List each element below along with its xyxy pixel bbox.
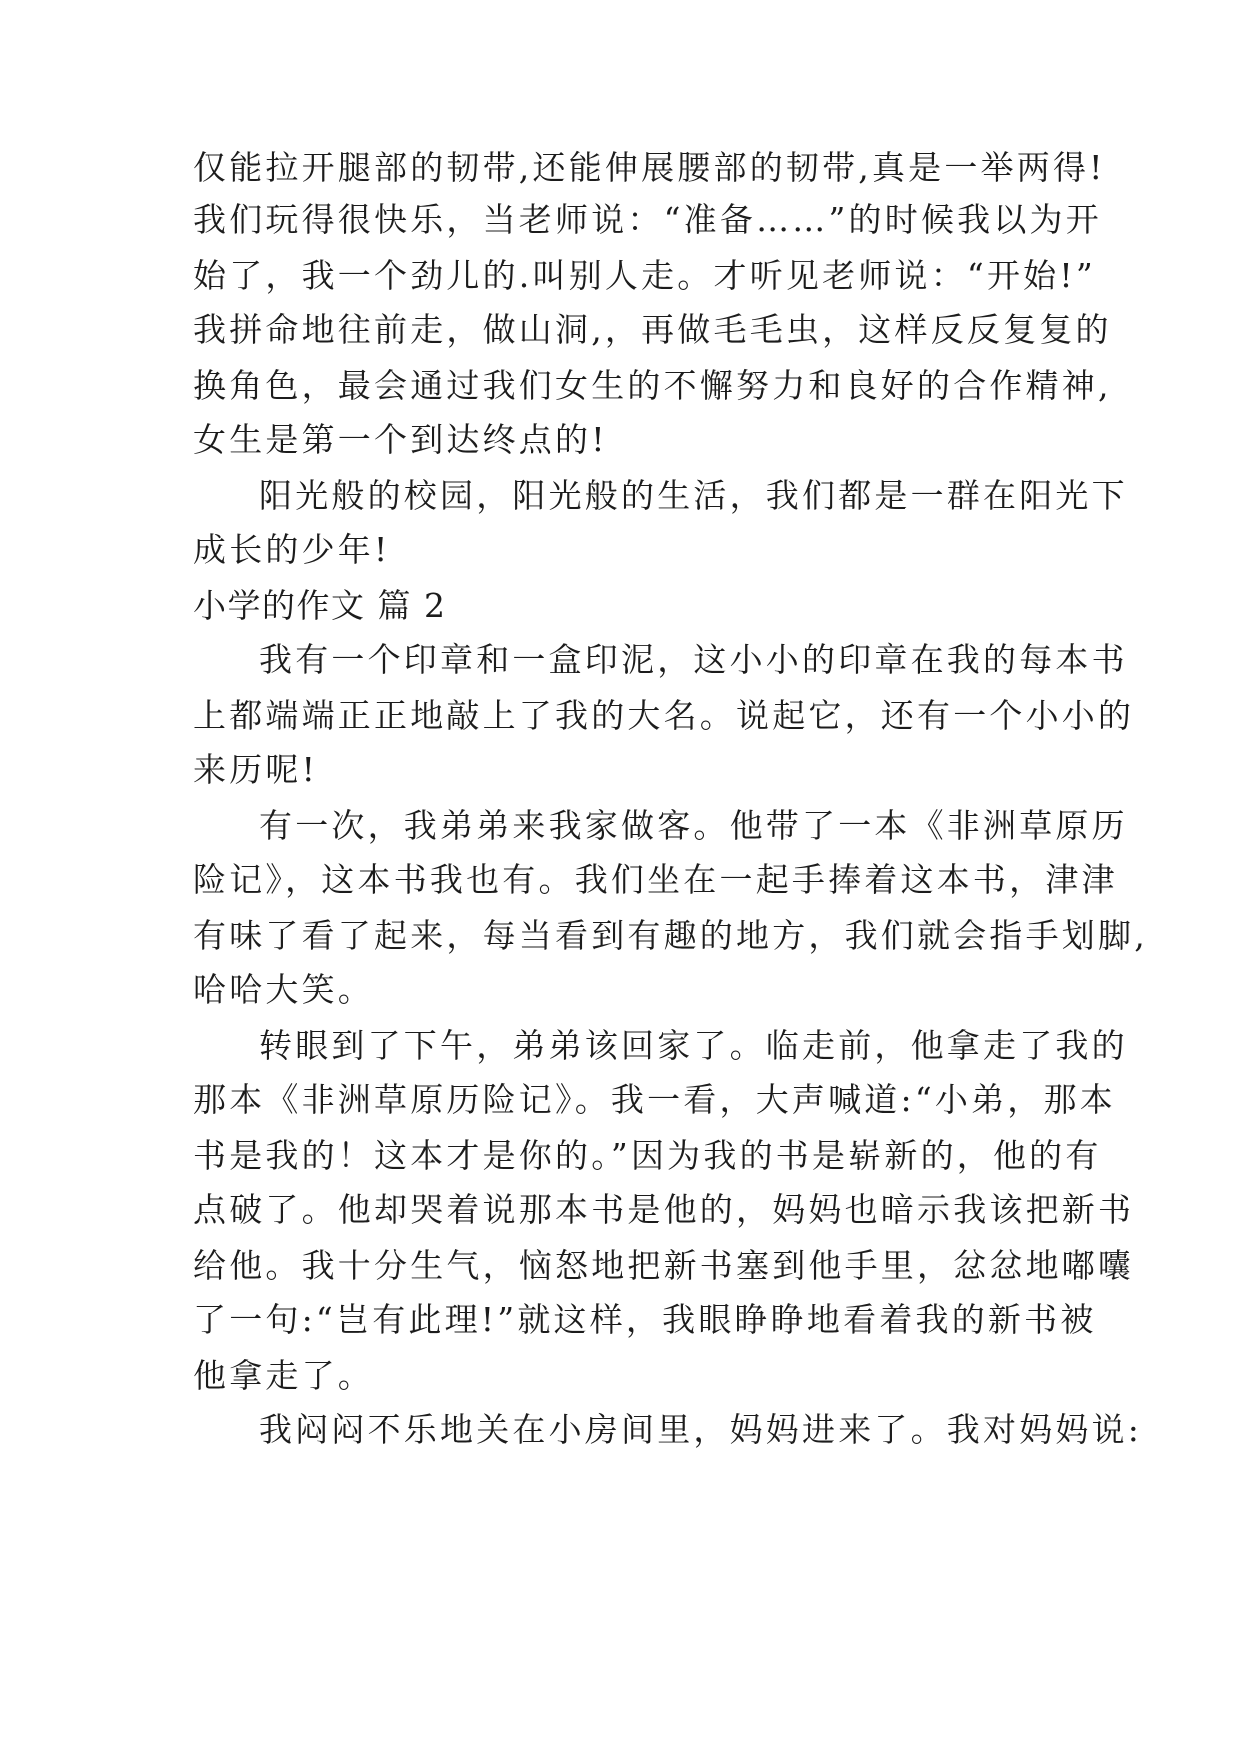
- text-line: 女生是第一个到达终点的!: [193, 420, 608, 459]
- text-line: 我们玩得很快乐，当老师说：“准备……”的时候我以为开: [193, 200, 1102, 239]
- text-line: 上都端端正正地敲上了我的大名。说起它，还有一个小小的: [193, 696, 1135, 735]
- text-line: 换角色，最会通过我们女生的不懈努力和良好的合作精神,: [193, 366, 1112, 405]
- text-line: 始了，我一个劲儿的.叫别人走。才听见老师说：“开始!”: [193, 256, 1096, 295]
- text-line: 给他。我十分生气，恼怒地把新书塞到他手里，忿忿地嘟囔: [193, 1246, 1135, 1285]
- text-line: 哈哈大笑。: [193, 970, 374, 1009]
- text-line: 来历呢!: [193, 750, 319, 789]
- text-line: 有味了看了起来，每当看到有趣的地方，我们就会指手划脚,: [193, 916, 1148, 955]
- text-line: 险记》，这本书我也有。我们坐在一起手捧着这本书，津津: [193, 860, 1118, 899]
- paragraph-first-line: 有一次，我弟弟来我家做客。他带了一本《非洲草原历: [259, 806, 1128, 845]
- paragraph-first-line: 我闷闷不乐地关在小房间里，妈妈进来了。我对妈妈说:: [259, 1410, 1143, 1449]
- text-line: 书是我的！这本才是你的。”因为我的书是崭新的，他的有: [193, 1136, 1102, 1175]
- paragraph-first-line: 阳光般的校园，阳光般的生活，我们都是一群在阳光下: [259, 476, 1128, 515]
- section-heading: 小学的作文 篇 2: [193, 586, 447, 625]
- text-line: 他拿走了。: [193, 1356, 374, 1395]
- paragraph-first-line: 我有一个印章和一盒印泥，这小小的印章在我的每本书: [259, 640, 1128, 679]
- text-line: 了一句:“岂有此理!”就这样，我眼睁睁地看着我的新书被: [193, 1300, 1097, 1339]
- text-line: 我拼命地往前走，做山洞,，再做毛毛虫，这样反反复复的: [193, 310, 1112, 349]
- text-line: 成长的少年!: [193, 530, 391, 569]
- text-line: 仅能拉开腿部的韧带,还能伸展腰部的韧带,真是一举两得!: [193, 148, 1106, 187]
- paragraph-first-line: 转眼到了下午，弟弟该回家了。临走前，他拿走了我的: [259, 1026, 1128, 1065]
- text-line: 点破了。他却哭着说那本书是他的，妈妈也暗示我该把新书: [193, 1190, 1135, 1229]
- text-line: 那本《非洲草原历险记》。我一看，大声喊道:“小弟，那本: [193, 1080, 1116, 1119]
